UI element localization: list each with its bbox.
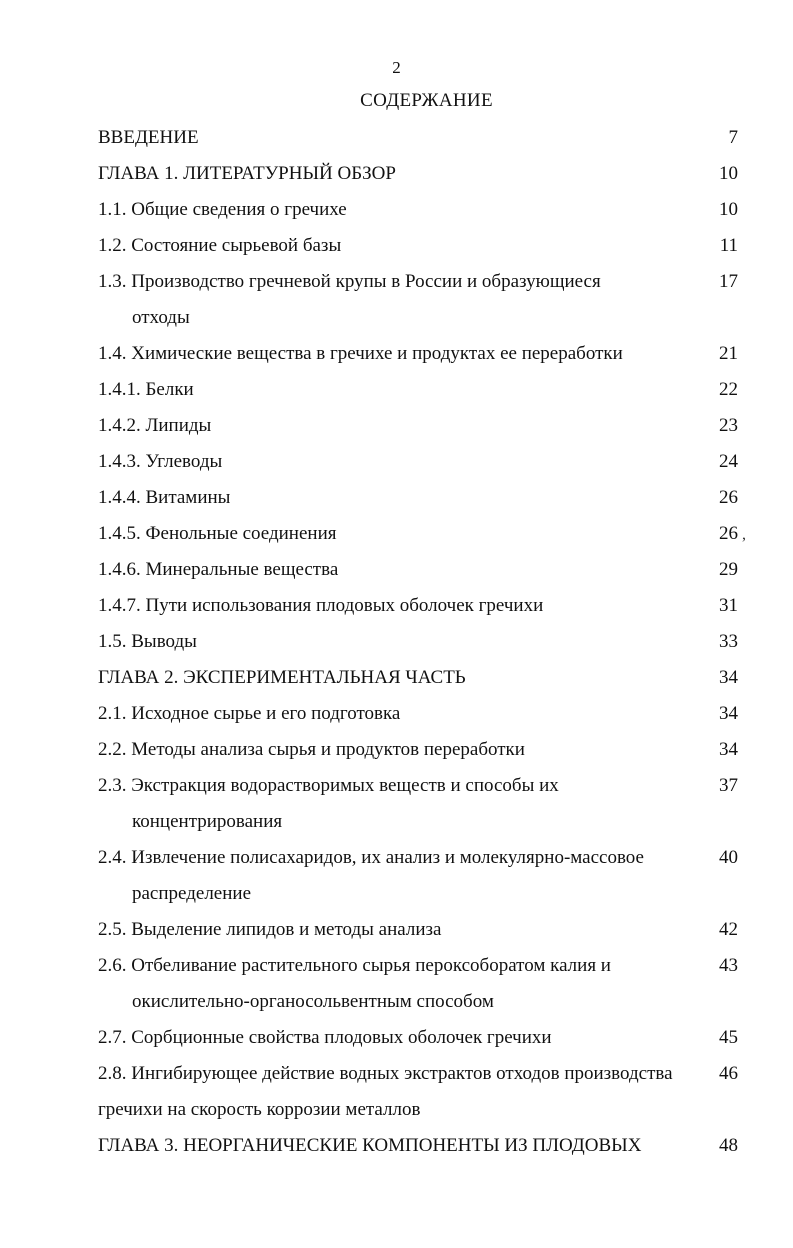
- toc-entry-continuation: окислительно-органосольвентным способом: [132, 991, 494, 1012]
- toc-entry-label: 1.4.4. Витамины: [98, 487, 231, 508]
- toc-entry-page: 45: [719, 1027, 738, 1048]
- toc-entry-page: 34: [719, 739, 738, 760]
- toc-entry-label: 2.6. Отбеливание растительного сырья пероксоборатом калия и: [98, 955, 611, 976]
- toc-entry-page: 11: [719, 235, 738, 256]
- toc-entry-label: 2.2. Методы анализа сырья и продуктов переработки: [98, 739, 525, 760]
- toc-entry-label: 1.3. Производство гречневой крупы в России и образующиеся: [98, 271, 601, 292]
- toc-entry-page: 17: [719, 271, 738, 292]
- toc-entry-label: 1.4.3. Углеводы: [98, 451, 223, 472]
- toc-entry-page: 29: [719, 559, 738, 580]
- toc-entry-label: ГЛАВА 3. НЕОРГАНИЧЕСКИЕ КОМПОНЕНТЫ ИЗ ПЛОДОВЫХ: [98, 1135, 642, 1156]
- toc-entry-page: 48: [719, 1135, 738, 1156]
- toc-entry-continuation: распределение: [132, 883, 252, 904]
- toc-entry-page: 40: [719, 847, 738, 868]
- toc-entry-page: 31: [719, 595, 738, 616]
- toc-entry-page: 26: [719, 523, 738, 544]
- toc-entry-label: 1.4.1. Белки: [98, 379, 194, 400]
- toc-entry-label: ГЛАВА 2. ЭКСПЕРИМЕНТАЛЬНАЯ ЧАСТЬ: [98, 667, 466, 688]
- toc-entry-page: 43: [719, 955, 738, 976]
- toc-entry-page: 7: [728, 127, 738, 148]
- toc-entry-page: 10: [719, 163, 738, 184]
- toc-entry-page: 21: [719, 343, 738, 364]
- toc-entry-label: 1.4.2. Липиды: [98, 415, 212, 436]
- toc-entry-page: 24: [719, 451, 738, 472]
- toc-entry-label: ГЛАВА 1. ЛИТЕРАТУРНЫЙ ОБЗОР: [98, 163, 396, 184]
- toc-entry-continuation: гречихи на скорость коррозии металлов: [98, 1099, 421, 1120]
- toc-entry-page: 10: [719, 199, 738, 220]
- toc-entry-label: 1.5. Выводы: [98, 631, 197, 652]
- toc-entry-page: 33: [719, 631, 738, 652]
- toc-entry-label: 2.8. Ингибирующее действие водных экстрактов отходов производства: [98, 1063, 673, 1084]
- toc-title: СОДЕРЖАНИЕ: [360, 90, 493, 111]
- toc-entry-label: 2.1. Исходное сырье и его подготовка: [98, 703, 401, 724]
- toc-entry-page: 37: [719, 775, 738, 796]
- toc-entry-label: 1.4.5. Фенольные соединения: [98, 523, 337, 544]
- toc-entry-label: ВВЕДЕНИЕ: [98, 127, 199, 148]
- toc-entry-label: 2.3. Экстракция водорастворимых веществ и способы их: [98, 775, 559, 796]
- toc-entry-label: 2.5. Выделение липидов и методы анализа: [98, 919, 442, 940]
- page-number: 2: [392, 58, 401, 77]
- toc-entry-label: 1.4. Химические вещества в гречихе и продуктах ее переработки: [98, 343, 623, 364]
- toc-entry-page: 46: [719, 1063, 738, 1084]
- toc-entry-continuation: концентрирования: [132, 811, 283, 832]
- toc-entry-continuation: отходы: [132, 307, 190, 328]
- toc-entry-label: 2.4. Извлечение полисахаридов, их анализ и молекулярно-массовое: [98, 847, 644, 868]
- stray-comma-mark: ,: [742, 526, 746, 543]
- toc-entry-label: 1.4.7. Пути использования плодовых оболочек гречихи: [98, 595, 544, 616]
- toc-entry-label: 1.4.6. Минеральные вещества: [98, 559, 339, 580]
- toc-entry-label: 2.7. Сорбционные свойства плодовых оболочек гречихи: [98, 1027, 552, 1048]
- toc-entry-label: 1.1. Общие сведения о гречихе: [98, 199, 347, 220]
- toc-entry-page: 23: [719, 415, 738, 436]
- toc-entry-page: 26: [719, 487, 738, 508]
- toc-entry-page: 34: [719, 703, 738, 724]
- toc-entry-page: 42: [719, 919, 738, 940]
- toc-entry-label: 1.2. Состояние сырьевой базы: [98, 235, 342, 256]
- toc-entry-page: 34: [719, 667, 738, 688]
- toc-entry-page: 22: [719, 379, 738, 400]
